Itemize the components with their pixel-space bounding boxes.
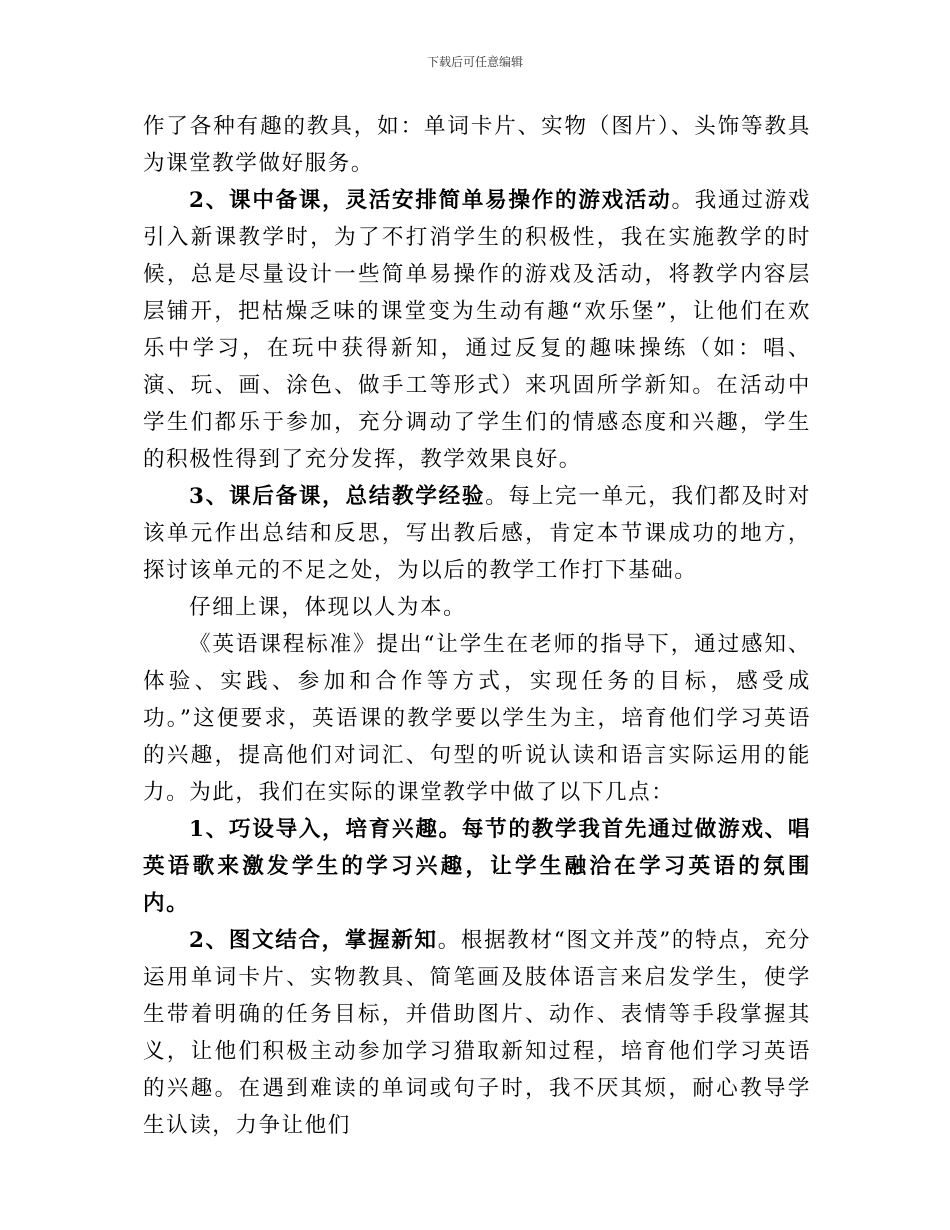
paragraph-1 bbox=[143, 108, 811, 182]
paragraph-3 bbox=[143, 478, 811, 589]
paragraph-2 bbox=[143, 182, 811, 478]
paragraph-7 bbox=[143, 922, 811, 1144]
paragraph-heading: 3、课后备课，总结教学经验 bbox=[189, 484, 486, 509]
page-header: 下载后可任意编辑 bbox=[426, 55, 523, 69]
paragraph-text: 仔细上课，体现以人为本。 bbox=[189, 595, 467, 620]
paragraph-text: 。每上完一单元，我们都及时对该单元作出总结和反思，写出教后感，肯定本节课成功的地方，探讨该单元的不足之处，为以后的教学工作打下基础。 bbox=[143, 484, 812, 583]
paragraph-heading: 1、巧设导入，培育兴趣。每节的教学我首先通过做游戏、唱英语歌来激发学生的学习兴趣，让学生融洽在学习英语的氛围内。 bbox=[143, 817, 811, 916]
paragraph-heading: 2、图文结合，掌握新知 bbox=[189, 928, 438, 953]
paragraph-4 bbox=[143, 589, 811, 626]
paragraph-text: 作了各种有趣的教具，如：单词卡片、实物（图片）、头饰等教具为课堂教学做好服务。 bbox=[143, 114, 811, 176]
paragraph-5 bbox=[143, 626, 811, 811]
paragraph-6 bbox=[143, 811, 811, 922]
document-body bbox=[143, 108, 811, 1144]
paragraph-heading: 2、课中备课，灵活安排简单易操作的游戏活动 bbox=[189, 188, 672, 213]
paragraph-text: 。根据教材“图文并茂”的特点，充分运用单词卡片、实物教具、简笔画及肢体语言来启发学生，使学生带着明确的任务目标，并借助图片、动作、表情等手段掌握其义，让他们积极主动参加学习猎取新知过程，培育他们学习英语的兴趣。在遇到难读的单词或句子时，我不厌其烦，耐心教导学生认读，力争让他们 bbox=[143, 928, 812, 1138]
paragraph-text: 。我通过游戏引入新课教学时，为了不打消学生的积极性，我在实施教学的时候，总是尽量设计一些简单易操作的游戏及活动，将教学内容层层铺开，把枯燥乏味的课堂变为生动有趣“欢乐堡”，让他们在欢乐中学习，在玩中获得新知，通过反复的趣味操练（如：唱、演、玩、画、涂色、做手工等形式）来巩固所学新知。在活动中学生们都乐于参加，充分调动了学生们的情感态度和兴趣，学生的积极性得到了充分发挥，教学效果良好。 bbox=[143, 188, 811, 472]
paragraph-text: 《英语课程标准》提出“让学生在老师的指导下，通过感知、体验、实践、参加和合作等方式，实现任务的目标，感受成功。”这便要求，英语课的教学要以学生为主，培育他们学习英语的兴趣，提高他们对词汇、句型的听说认读和语言实际运用的能力。为此，我们在实际的课堂教学中做了以下几点： bbox=[143, 632, 811, 805]
